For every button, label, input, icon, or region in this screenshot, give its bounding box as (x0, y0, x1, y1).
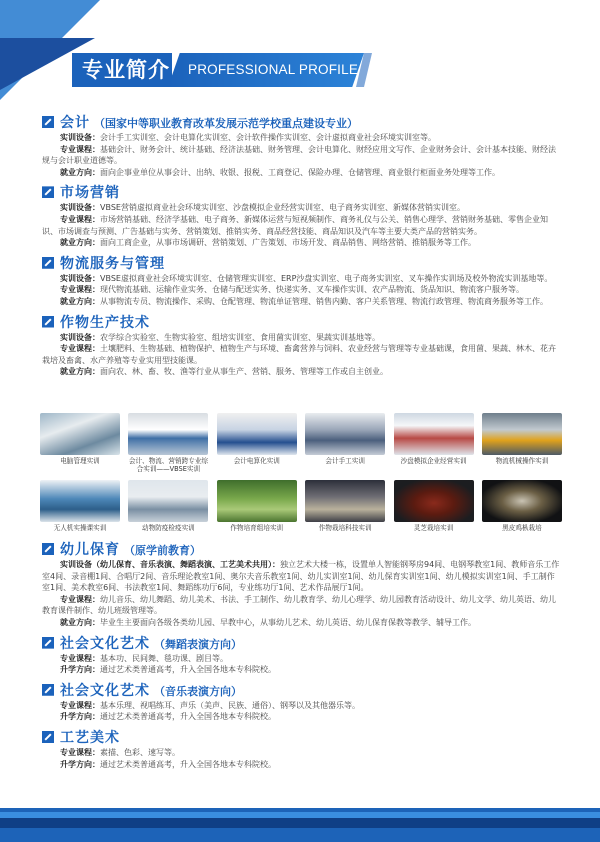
row-label: 实训设备： (60, 203, 100, 213)
row-value: 通过艺术类普通高考，升入全国各地本专科院校。 (100, 759, 276, 769)
row-value: 土壤肥料、生物基础、植物保护、植物生产与环境、畜禽营养与饲料、农业经营与管理等专业基础课，食用菌、果蔬、林木、花卉栽培及畜禽、水产养殖等专业实用型技能课。 (42, 344, 556, 365)
section-row (42, 711, 562, 723)
row-label: 实训设备（幼儿保育、音乐表演、舞蹈表演、工艺美术共用）： (60, 560, 280, 569)
training-photo (394, 480, 474, 522)
photo-gallery (40, 413, 562, 547)
major-section (42, 312, 562, 378)
major-section (42, 253, 562, 308)
training-photo (482, 413, 562, 455)
training-photo (394, 413, 474, 455)
photo-card (394, 413, 474, 474)
training-photo (40, 413, 120, 455)
photo-caption: 电脑管理实训 (60, 457, 100, 465)
photo-row (40, 480, 562, 541)
row-label: 就业方向： (60, 296, 100, 306)
row-label: 专业课程： (60, 285, 100, 295)
row-label: 就业方向： (60, 167, 100, 177)
row-value: 毕业生主要面向各级各类幼儿园、早教中心，从事幼儿艺术、幼儿英语、幼儿保育保教等教学、辅导工作。 (100, 617, 476, 627)
major-section (42, 539, 562, 629)
training-photo (482, 480, 562, 522)
section-row (42, 700, 562, 712)
photo-card (40, 413, 120, 474)
photo-caption: 会计、物流、营销跨专业综合实训——VBSE实训 (128, 457, 208, 473)
section-row (42, 144, 562, 167)
row-label: 实训设备： (60, 273, 100, 283)
section-row (42, 653, 562, 665)
check-square-icon (42, 543, 54, 555)
photo-caption: 黑皮鸡枞栽培 (502, 524, 542, 532)
section-title: 社会文化艺术 (60, 682, 150, 699)
training-photo (305, 480, 385, 522)
section-row (42, 366, 562, 378)
page-title-english: PROFESSIONAL PROFILE (188, 62, 359, 77)
section-row (42, 332, 562, 344)
check-square-icon (42, 257, 54, 269)
major-section (42, 727, 562, 770)
photo-caption: 沙盘模拟企业经营实训 (400, 457, 467, 465)
major-section (42, 112, 562, 178)
major-list-bottom (42, 539, 562, 774)
section-heading (42, 539, 562, 559)
row-label: 专业课程： (60, 144, 100, 154)
row-value: VBSE营销虚拟商业社会环境实训室、沙盘模拟企业经营实训室、电子商务实训室、新媒体营销实训室。 (100, 203, 465, 213)
section-title: 社会文化艺术 (60, 635, 150, 652)
photo-caption: 会计手工实训 (325, 457, 365, 465)
section-row (42, 237, 562, 249)
section-row (42, 167, 562, 179)
check-square-icon (42, 684, 54, 696)
section-subtitle: （国家中等职业教育改革发展示范学校重点建设专业） (94, 117, 358, 130)
row-value: 现代物流基础、运输作业实务、仓储与配送实务、快递实务、叉车操作实训、农产品物流、货品知识、物流客户服务等。 (100, 285, 524, 295)
row-value: 农学综合实验室、生物实验室、组培实训室、食用菌实训室、果蔬实训基地等。 (100, 332, 380, 342)
training-photo (305, 413, 385, 455)
row-value: 幼儿音乐、幼儿舞蹈、幼儿美术、书法、手工制作、幼儿教育学、幼儿心理学、幼儿园教育活动设计、幼儿文学、幼儿英语、幼儿教育课件制作、幼儿班级管理等。 (42, 594, 556, 616)
section-row (42, 214, 562, 237)
section-title: 会计 (60, 115, 90, 131)
photo-card (217, 480, 297, 541)
row-value: 面向工商企业，从事市场调研、营销策划、广告策划、市场开发、商品销售、网络营销、推销服务等工作。 (100, 238, 476, 248)
training-photo (217, 413, 297, 455)
section-title: 工艺美术 (60, 729, 120, 746)
row-value: 独立艺术大楼一栋，设置单人智能钢琴房94间、电钢琴教室1间、教师音乐工作室4间、录音棚1间、合唱厅2间、音乐理论教室1间、奥尔夫音乐教室1间、幼儿实训室1间、幼儿保育实训室1间、幼儿模拟实训室1间、手工制作室1间、美术教室6间、书法教室1间、舞蹈练功厅6间，专业练功厅1间、艺术作品展厅1间。 (42, 560, 560, 593)
row-label: 专业课程： (60, 344, 100, 354)
row-value: 面向企事业单位从事会计、出纳、收银、报税、工商登记、保险办理、仓储管理、商业银行柜面业务处理等工作。 (100, 167, 500, 177)
row-value: 市场营销基础、经济学基础、电子商务、新媒体运营与短视频制作、商务礼仪与公关、销售心理学、营销财务基础、零售企业知识、市场调查与预测、广告基础与实务、营销策划、推销实务、商品经营技能、商品知识及汽车等主要大类产品的营销实务。 (42, 214, 548, 236)
section-heading (42, 727, 562, 747)
row-value: 从事物流专员、物流操作、采购、仓配管理、物流单证管理、销售内勤、客户关系管理、物流行政管理、物流商务服务等工作。 (100, 296, 548, 306)
check-square-icon (42, 316, 54, 328)
photo-row (40, 413, 562, 474)
row-label: 就业方向： (60, 238, 100, 248)
section-subtitle: （音乐表演方向） (154, 684, 242, 698)
row-value: 基本乐理、视唱练耳、声乐（美声、民族、通俗）、钢琴以及其他器乐等。 (100, 700, 360, 710)
row-value: 素描、色彩、速写等。 (100, 747, 180, 757)
row-label: 升学方向： (60, 759, 100, 769)
section-heading (42, 112, 562, 132)
section-row (42, 747, 562, 759)
photo-card (482, 413, 562, 474)
section-row (42, 132, 562, 144)
photo-caption: 物流机械操作实训 (495, 457, 549, 465)
row-label: 专业课程： (60, 214, 100, 224)
row-label: 就业方向： (60, 617, 100, 627)
section-row (42, 284, 562, 296)
row-label: 专业课程： (60, 700, 100, 710)
photo-caption: 动物防疫检疫实训 (142, 524, 195, 532)
row-value: VBSE虚拟商业社会环境实训室、仓储管理实训室、ERP沙盘实训室、电子商务实训室、叉车操作实训场及校外物流实训基地等。 (100, 273, 553, 283)
section-row (42, 664, 562, 676)
section-row (42, 559, 562, 594)
section-row (42, 759, 562, 771)
photo-caption: 作物培育组培实训 (230, 524, 284, 532)
photo-card (305, 413, 385, 474)
section-subtitle: （原学前教育） (124, 544, 201, 557)
photo-card (482, 480, 562, 541)
row-label: 专业课程： (60, 747, 100, 757)
photo-card (40, 480, 120, 541)
photo-caption: 无人机实操课实训 (53, 524, 107, 532)
major-section (42, 633, 562, 676)
section-title: 物流服务与管理 (60, 255, 165, 272)
photo-caption: 灵芝栽培实训 (413, 524, 454, 532)
row-label: 升学方向： (60, 712, 100, 722)
section-title: 幼儿保育 (60, 542, 120, 558)
photo-card (394, 480, 474, 541)
section-heading (42, 633, 562, 653)
section-row (42, 594, 562, 617)
section-heading (42, 182, 562, 202)
row-label: 实训设备： (60, 332, 100, 342)
row-value: 通过艺术类普通高考，升入全国各地本专科院校。 (100, 712, 276, 722)
row-value: 基础会计、财务会计、统计基础、经济法基础、财务管理、会计电算化、财经应用文写作、企业财务会计、会计基本技能、财经法规与会计职业道德等。 (42, 144, 556, 166)
row-value: 会计手工实训室、会计电算化实训室、会计软件操作实训室、会计虚拟商业社会环境实训室等。 (100, 133, 436, 142)
section-row (42, 617, 562, 629)
section-title: 市场营销 (60, 185, 120, 202)
training-photo (40, 480, 120, 522)
training-photo (128, 480, 208, 522)
check-square-icon (42, 637, 54, 649)
section-row (42, 202, 562, 214)
footer-bar (0, 808, 600, 842)
training-photo (217, 480, 297, 522)
row-label: 专业课程： (60, 594, 100, 604)
major-list-top (42, 112, 562, 382)
footer-dark-band (0, 818, 600, 828)
row-label: 实训设备： (60, 133, 100, 142)
section-row (42, 273, 562, 285)
check-square-icon (42, 186, 54, 198)
section-heading (42, 253, 562, 273)
row-value: 通过艺术类普通高考，升入全国各地本专科院校。 (100, 665, 276, 675)
check-square-icon (42, 731, 54, 743)
section-subtitle: （舞蹈表演方向） (154, 637, 242, 651)
photo-caption: 作物栽培科技实训 (318, 524, 372, 532)
training-photo (128, 413, 208, 455)
photo-caption: 会计电算化实训 (233, 457, 280, 465)
photo-card (217, 413, 297, 474)
photo-card (128, 480, 208, 541)
row-label: 就业方向： (60, 367, 100, 377)
row-label: 专业课程： (60, 653, 100, 663)
row-label: 升学方向： (60, 665, 100, 675)
section-heading (42, 312, 562, 332)
check-square-icon (42, 116, 54, 128)
photo-card (128, 413, 208, 474)
photo-card (305, 480, 385, 541)
section-row (42, 343, 562, 366)
page-title: 专业简介 (82, 58, 170, 82)
section-title: 作物生产技术 (60, 314, 150, 331)
major-section (42, 182, 562, 248)
section-row (42, 296, 562, 308)
major-section (42, 680, 562, 723)
row-value: 基本功、民间舞、毯功课、剧目等。 (100, 653, 228, 663)
section-heading (42, 680, 562, 700)
row-value: 面向农、林、畜、牧、渔等行业从事生产、营销、服务、管理等工作或自主创业。 (100, 367, 388, 377)
